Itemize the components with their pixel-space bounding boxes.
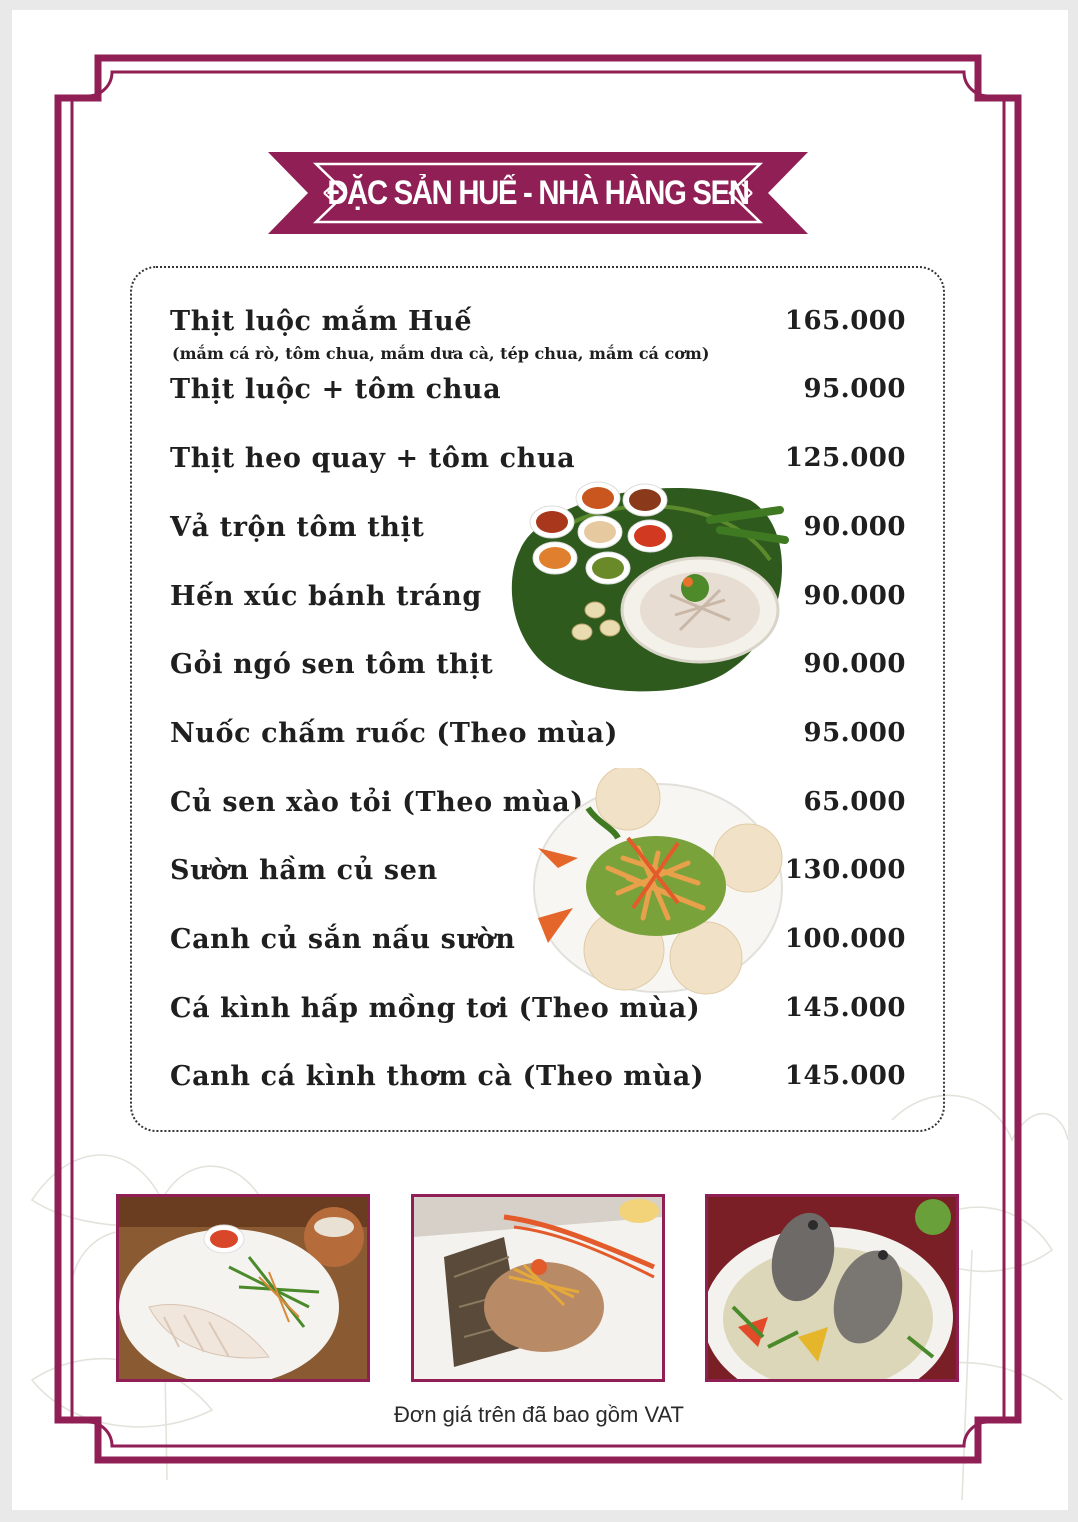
menu-item-note: (mắm cá rò, tôm chua, mắm dưa cà, tép chua, mắm cá cơm) — [172, 344, 710, 363]
menu-item-name: Canh củ sắn nấu sườn — [170, 924, 516, 955]
photo-boiled-pork — [116, 1194, 370, 1382]
photo-fish-soup — [705, 1194, 959, 1382]
menu-item-name: Thịt heo quay + tôm chua — [170, 443, 576, 474]
menu-item-name: Cá kình hấp mồng tơi (Theo mùa) — [170, 993, 701, 1024]
menu-item-price: 95.000 — [803, 718, 906, 748]
menu-item-price: 90.000 — [803, 649, 906, 679]
menu-item-price: 65.000 — [803, 787, 906, 817]
menu-item-price: 95.000 — [803, 374, 906, 404]
menu-item-name: Nuốc chấm ruốc (Theo mùa) — [170, 718, 618, 749]
food-platter-image — [500, 470, 792, 700]
menu-item-price: 165.000 — [784, 306, 906, 336]
menu-item-price: 145.000 — [784, 993, 906, 1023]
menu-item-name: Vả trộn tôm thịt — [170, 512, 425, 543]
menu-item-price: 100.000 — [784, 924, 906, 954]
menu-item-price: 130.000 — [784, 855, 906, 885]
page-title: ĐẶC SẢN HUẾ - NHÀ HÀNG SEN — [327, 173, 749, 212]
menu-item-name: Gỏi ngó sen tôm thịt — [170, 649, 494, 680]
menu-item-name: Sườn hầm củ sen — [170, 855, 438, 886]
menu-item-price: 125.000 — [784, 443, 906, 473]
menu-item-name: Canh cá kình thơm cà (Theo mùa) — [170, 1061, 705, 1092]
menu-item-price: 90.000 — [803, 581, 906, 611]
vat-note: Đơn giá trên đã bao gồm VAT — [394, 1402, 684, 1427]
menu-item-name: Thịt luộc + tôm chua — [170, 374, 502, 405]
photo-clam-rice-cracker — [411, 1194, 665, 1382]
lotus-salad-image — [528, 768, 784, 996]
menu-item-name: Hến xúc bánh tráng — [170, 581, 482, 612]
menu-item-name: Thịt luộc mắm Huế — [170, 306, 473, 337]
menu-item-price: 90.000 — [803, 512, 906, 542]
menu-item-name: Củ sen xào tỏi (Theo mùa) — [170, 787, 584, 818]
menu-item-price: 145.000 — [784, 1061, 906, 1091]
